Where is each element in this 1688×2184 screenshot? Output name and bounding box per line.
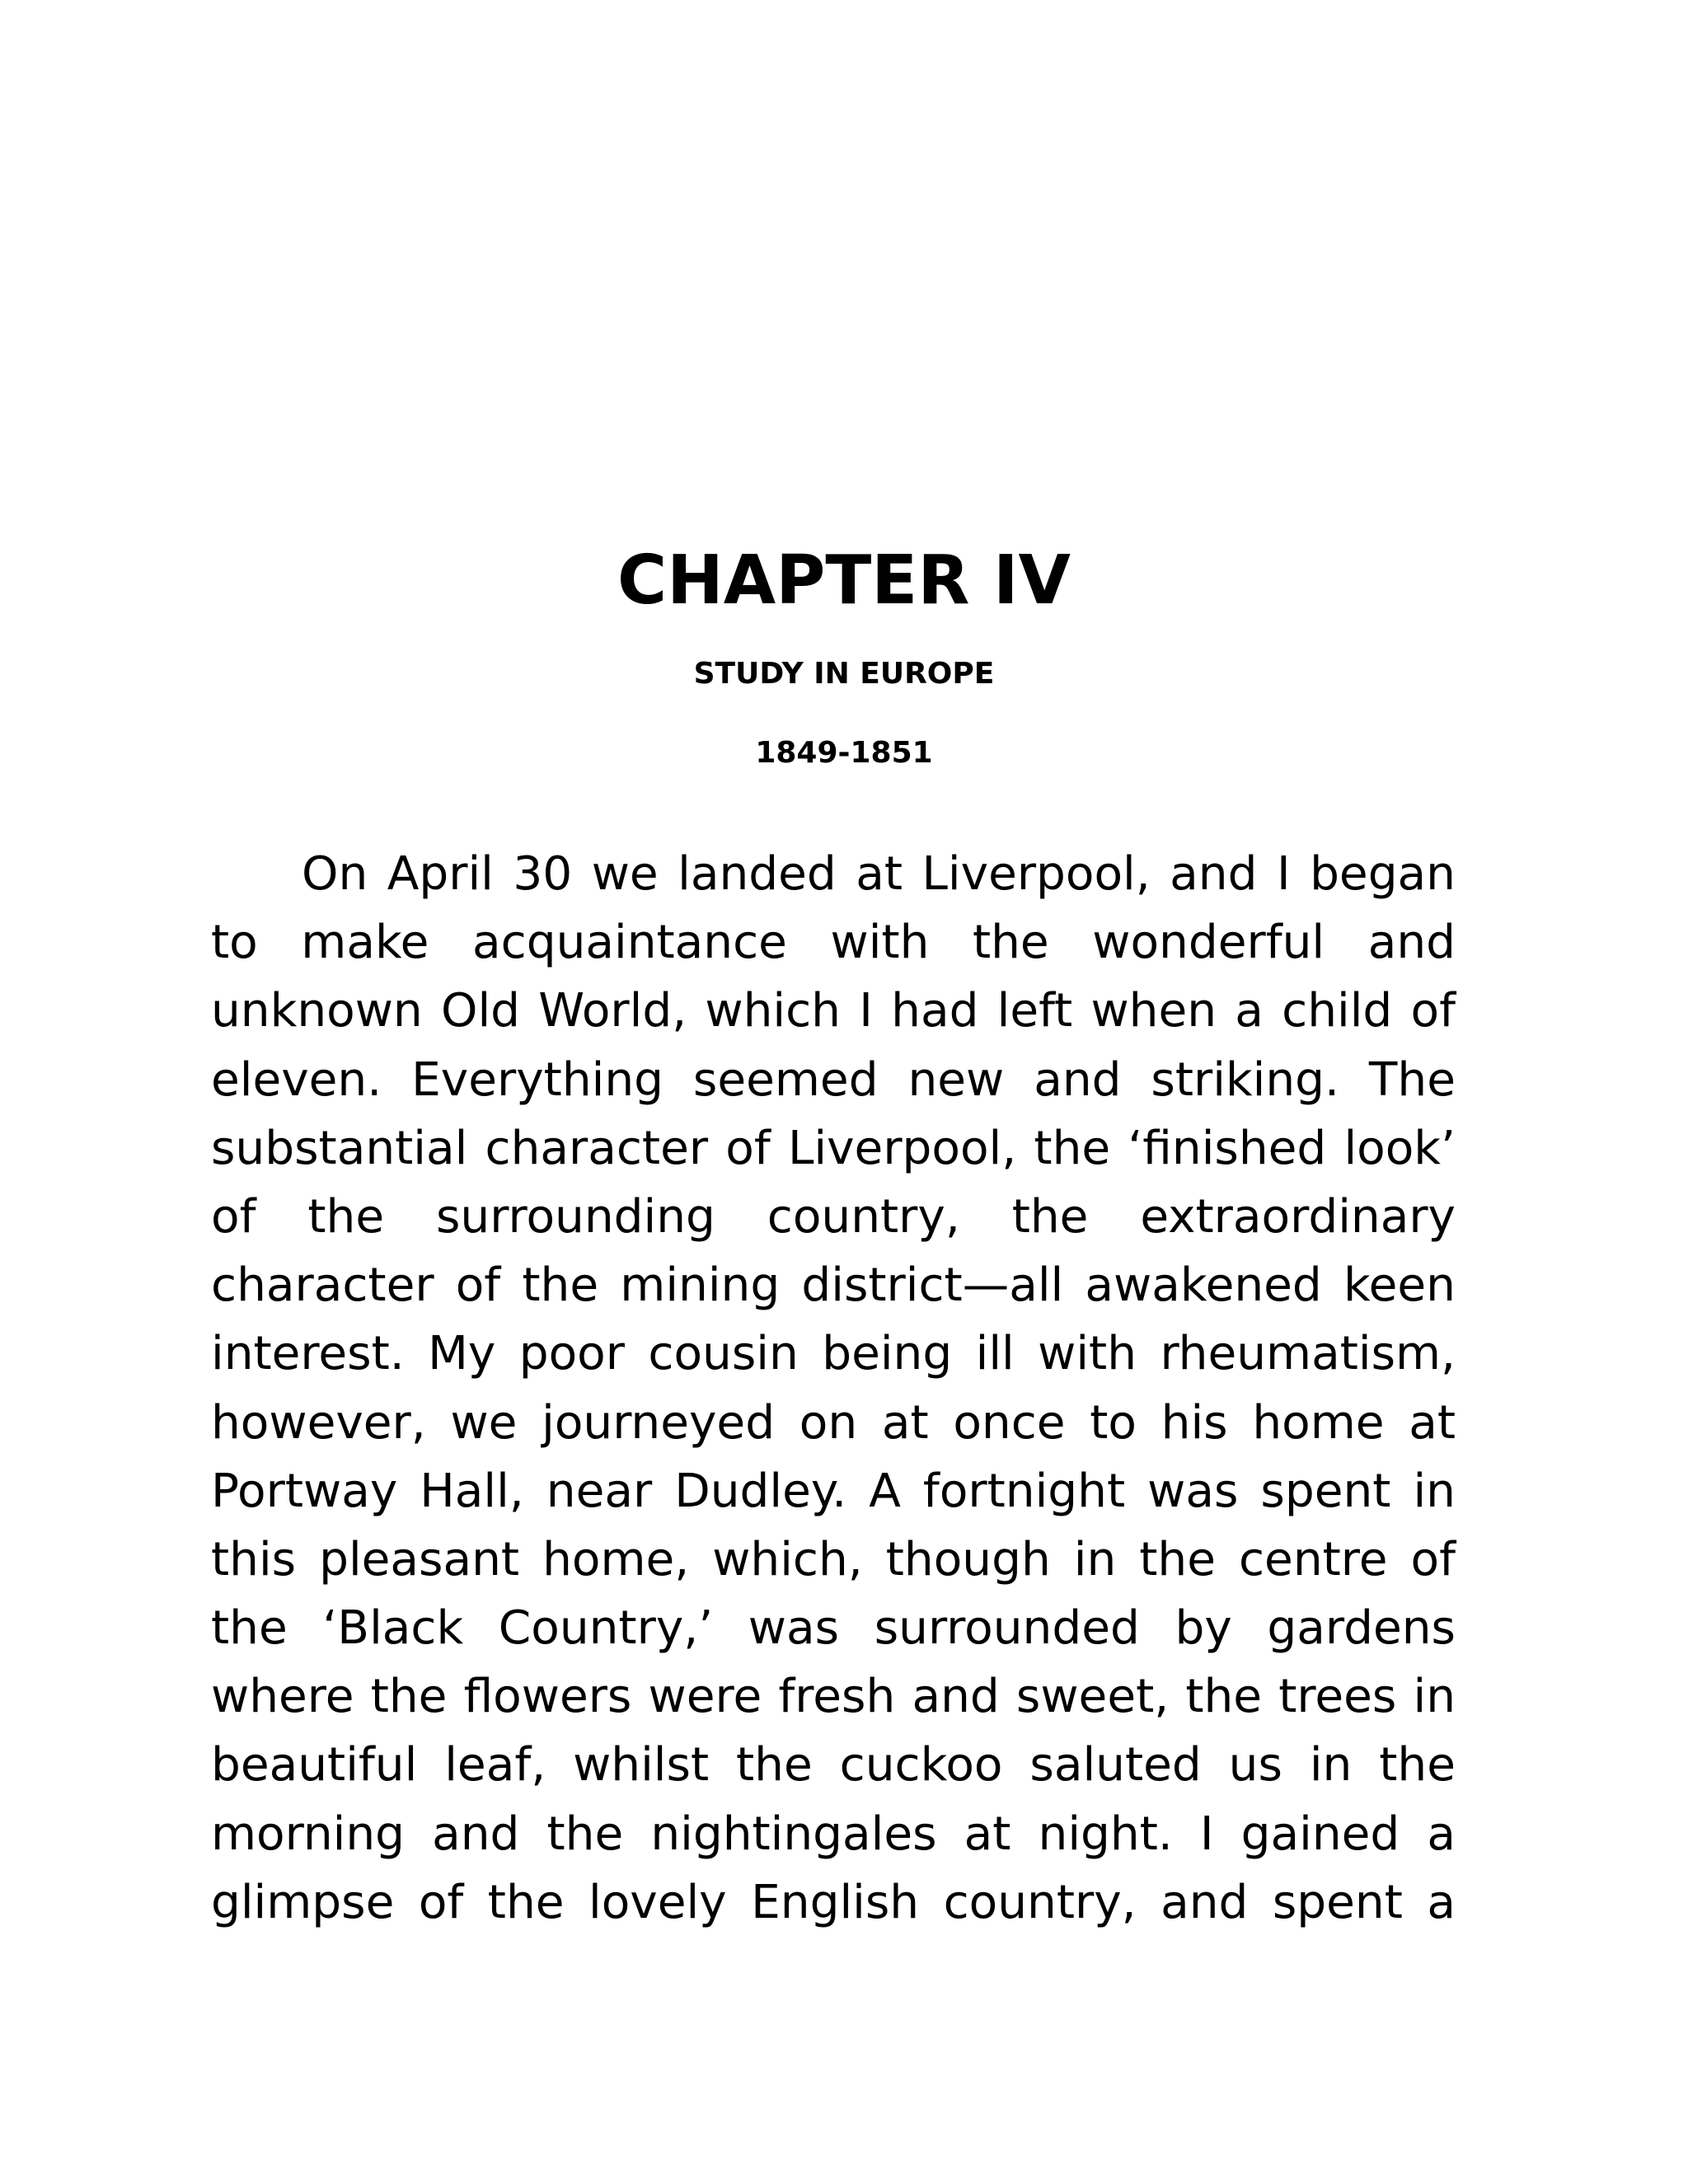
text-line: of the surrounding country, the extraordinary xyxy=(211,1189,1456,1244)
text-line: morning and the nightingales at night. I gained a xyxy=(211,1807,1456,1861)
text-line: the ‘Black Country,’ was surrounded by gardens xyxy=(211,1601,1456,1656)
chapter-years: 1849-1851 xyxy=(755,736,933,770)
text-line: On April 30 we landed at Liverpool, and I began xyxy=(302,847,1456,901)
text-line: glimpse of the lovely English country, and spent a xyxy=(211,1875,1456,1929)
body-paragraph xyxy=(211,840,1456,1937)
text-line: to make acquaintance with the wonderful and xyxy=(211,916,1456,970)
text-line: where the flowers were fresh and sweet, the trees in xyxy=(211,1670,1456,1724)
text-line: unknown Old World, which I had left when a child of xyxy=(211,984,1456,1038)
text-line: however, we journeyed on at once to his home at xyxy=(211,1395,1456,1450)
chapter-title: CHAPTER IV xyxy=(617,541,1071,620)
text-line: Portway Hall, near Dudley. A fortnight was spent in xyxy=(211,1464,1456,1518)
text-line: eleven. Everything seemed new and striking. The xyxy=(211,1052,1456,1107)
text-line: beautiful leaf, whilst the cuckoo saluted us in the xyxy=(211,1738,1456,1793)
text-line: substantial character of Liverpool, the ‘finished look’ xyxy=(211,1121,1456,1175)
chapter-subtitle: STUDY IN EUROPE xyxy=(693,657,995,691)
text-line: character of the mining district—all awakened keen xyxy=(211,1258,1456,1313)
text-line: this pleasant home, which, though in the centre of xyxy=(211,1532,1456,1586)
text-line: interest. My poor cousin being ill with rheumatism, xyxy=(211,1327,1456,1381)
